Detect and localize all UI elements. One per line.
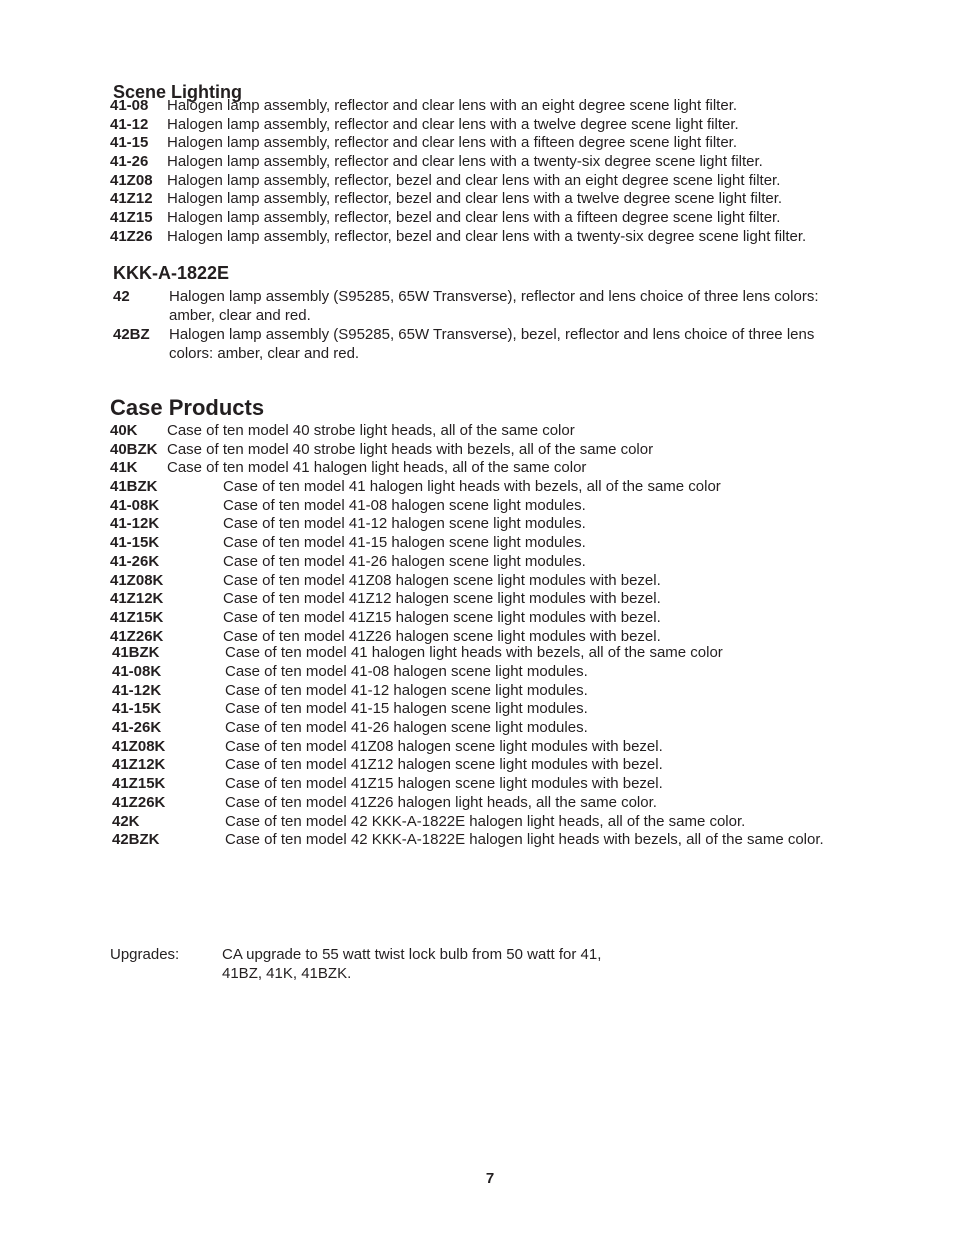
item-description: Halogen lamp assembly, reflector, bezel and clear lens with a fifteen degree scene light filter. xyxy=(167,209,781,226)
item-description: Halogen lamp assembly, reflector and clear lens with a twenty-six degree scene light filter. xyxy=(167,153,763,170)
item-code: 41-26K xyxy=(110,553,160,570)
item-description: Halogen lamp assembly, reflector and clear lens with a fifteen degree scene light filter. xyxy=(167,134,738,151)
item-code: 41-08K xyxy=(110,497,160,514)
item-description: Case of ten model 41Z26 halogen scene light modules with bezel. xyxy=(223,628,661,645)
item-code: 41Z08 xyxy=(110,172,153,189)
item-description: Halogen lamp assembly, reflector and clear lens with an eight degree scene light filter. xyxy=(167,97,738,114)
item-description: Case of ten model 40 strobe light heads, all of the same color xyxy=(167,422,575,439)
item-description: Case of ten model 41-15 halogen scene light modules. xyxy=(225,700,588,717)
item-code: 41-26 xyxy=(110,153,149,170)
item-code: 41Z12K xyxy=(110,590,164,607)
item-code: 41-15K xyxy=(112,700,162,717)
item-code: 41-08K xyxy=(112,663,162,680)
item-code: 41BZK xyxy=(110,478,158,495)
upgrades-label: Upgrades: xyxy=(110,946,180,963)
item-description: Halogen lamp assembly (S95285, 65W Transverse), reflector and lens choice of three lens colors: amber, clear and red. xyxy=(169,288,819,324)
item-code: 41Z12K xyxy=(112,756,166,773)
item-description: Halogen lamp assembly, reflector and clear lens with a twelve degree scene light filter. xyxy=(167,116,739,133)
item-code: 41Z15K xyxy=(110,609,164,626)
page-number: 7 xyxy=(485,1170,495,1187)
item-description: Case of ten model 41-26 halogen scene light modules. xyxy=(225,719,588,736)
item-code: 42BZ xyxy=(113,326,150,343)
item-code: 41-12K xyxy=(110,515,160,532)
item-description: Case of ten model 41-08 halogen scene light modules. xyxy=(223,497,586,514)
item-description: Case of ten model 41 halogen light heads with bezels, all of the same color xyxy=(223,478,721,495)
case-products-heading: Case Products xyxy=(110,395,265,420)
item-description: Case of ten model 41-12 halogen scene light modules. xyxy=(225,682,588,699)
kkk-heading: KKK-A-1822E xyxy=(113,263,230,283)
item-code: 41-26K xyxy=(112,719,162,736)
item-code: 40K xyxy=(110,422,138,439)
item-code: 41-12 xyxy=(110,116,149,133)
item-code: 41BZK xyxy=(112,644,160,661)
item-description: Case of ten model 41Z15 halogen scene light modules with bezel. xyxy=(225,775,663,792)
item-code: 41Z08K xyxy=(110,572,164,589)
item-description: Case of ten model 41-26 halogen scene light modules. xyxy=(223,553,586,570)
item-description: Halogen lamp assembly, reflector, bezel and clear lens with a twelve degree scene light filter. xyxy=(167,190,783,207)
item-description: Halogen lamp assembly, reflector, bezel and clear lens with a twenty-six degree scene light filter. xyxy=(167,228,807,245)
item-description: Case of ten model 41Z12 halogen scene light modules with bezel. xyxy=(225,756,663,773)
item-code: 41Z26K xyxy=(110,628,164,645)
item-description: Case of ten model 41Z08 halogen scene light modules with bezel. xyxy=(225,738,663,755)
item-code: 42BZK xyxy=(112,831,160,848)
item-description: Case of ten model 40 strobe light heads with bezels, all of the same color xyxy=(167,441,654,458)
item-code: 41K xyxy=(110,459,138,476)
item-description: Case of ten model 41Z26 halogen light heads, all the same color. xyxy=(225,794,657,811)
item-code: 41-15K xyxy=(110,534,160,551)
item-description: Case of ten model 41 halogen light heads with bezels, all of the same color xyxy=(225,644,723,661)
upgrades-text: CA upgrade to 55 watt twist lock bulb from 50 watt for 41, 41BZ, 41K, 41BZK. xyxy=(222,946,602,982)
item-description: Case of ten model 41Z08 halogen scene light modules with bezel. xyxy=(223,572,661,589)
item-code: 41-08 xyxy=(110,97,149,114)
item-description: Halogen lamp assembly (S95285, 65W Transverse), bezel, reflector and lens choice of three lens colors: amber, clear and red. xyxy=(169,326,815,362)
item-code: 40BZK xyxy=(110,441,158,458)
item-code: 41Z26 xyxy=(110,228,153,245)
item-code: 41Z15K xyxy=(112,775,166,792)
item-description: Case of ten model 41-12 halogen scene light modules. xyxy=(223,515,586,532)
item-description: Case of ten model 41-08 halogen scene light modules. xyxy=(225,663,588,680)
item-code: 41Z12 xyxy=(110,190,153,207)
item-code: 41Z08K xyxy=(112,738,166,755)
item-code: 41Z15 xyxy=(110,209,153,226)
item-description: Case of ten model 41 halogen light heads, all of the same color xyxy=(167,459,587,476)
item-code: 41Z26K xyxy=(112,794,166,811)
item-description: Case of ten model 41Z12 halogen scene light modules with bezel. xyxy=(223,590,661,607)
item-description: Halogen lamp assembly, reflector, bezel and clear lens with an eight degree scene light filter. xyxy=(167,172,781,189)
item-code: 42K xyxy=(112,813,140,830)
scene-lighting-heading: Scene Lighting xyxy=(113,82,243,102)
item-description: Case of ten model 42 KKK-A-1822E halogen light heads, all of the same color. xyxy=(225,813,746,830)
item-description: Case of ten model 42 KKK-A-1822E halogen light heads with bezels, all of the same color. xyxy=(225,831,824,848)
item-description: Case of ten model 41Z15 halogen scene light modules with bezel. xyxy=(223,609,661,626)
item-code: 41-12K xyxy=(112,682,162,699)
item-code: 42 xyxy=(113,288,130,305)
item-description: Case of ten model 41-15 halogen scene light modules. xyxy=(223,534,586,551)
item-code: 41-15 xyxy=(110,134,149,151)
